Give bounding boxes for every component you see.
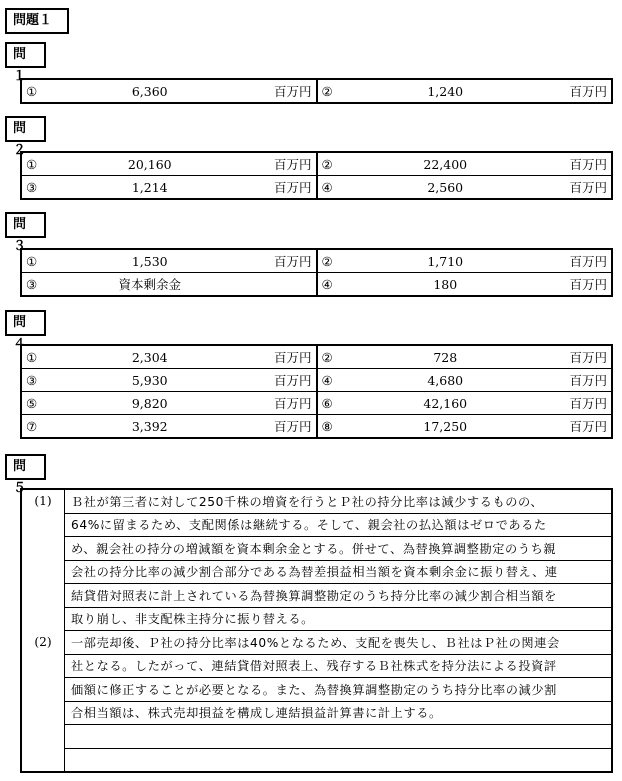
answer-value: 17,250 — [423, 418, 468, 434]
q1-label: 問１ — [5, 42, 46, 68]
answer-text-line: 合相当額は、株式売却損益を構成し連結損益計算書に計上する。 — [65, 701, 613, 725]
answer-number: ① — [26, 83, 38, 99]
answer-number: ③ — [26, 276, 38, 292]
answer-line-row — [21, 678, 612, 702]
answer-unit: 百万円 — [545, 249, 612, 273]
answer-value: 2,304 — [50, 345, 250, 369]
q3-label: 問３ — [5, 212, 46, 238]
answer-number: ② — [321, 83, 333, 99]
answer-text-line — [65, 748, 613, 772]
answer-number: ⑧ — [321, 418, 333, 434]
answer-number: ② — [317, 345, 346, 369]
answer-value: 1,710 — [346, 249, 546, 273]
answer-line-row — [21, 584, 612, 608]
answer-unit: 百万円 — [545, 345, 612, 369]
answer-unit: 百万円 — [545, 369, 612, 392]
answer-row — [21, 415, 612, 439]
answer-unit: 百万円 — [569, 84, 607, 99]
answer-number: ④ — [317, 369, 346, 392]
answer-text-line: 一部売却後、Ｐ社の持分比率は40%となるため、支配を喪失し、Ｂ社はＰ社の関連会 — [65, 631, 613, 655]
answer-unit: 百万円 — [250, 152, 317, 176]
answer-unit: 百万円 — [545, 392, 612, 415]
answer-line-row — [21, 607, 612, 631]
q3-answer-table — [20, 248, 613, 297]
answer-value: 2,560 — [427, 179, 464, 195]
answer-text-line: Ｂ社が第三者に対して250千株の増資を行うとＰ社の持分比率は減少するものの、 — [65, 489, 613, 513]
q2-label: 問２ — [5, 116, 46, 142]
answer-row — [21, 273, 612, 297]
part-label: (1) — [21, 489, 65, 631]
q4-label: 問４ — [5, 310, 46, 336]
answer-unit: 百万円 — [569, 180, 607, 195]
answer-value: 資本剰余金 — [118, 277, 181, 292]
answer-value: 3,392 — [131, 418, 168, 434]
q5-label: 問５ — [5, 454, 46, 480]
answer-line-row — [21, 748, 612, 772]
answer-unit: 百万円 — [569, 419, 607, 434]
answer-number: ③ — [26, 179, 38, 195]
answer-text-line: 価額に修正することが必要となる。また、為替換算調整勘定のうち持分比率の減少割 — [65, 678, 613, 702]
answer-row — [21, 152, 612, 176]
answer-value: 22,400 — [346, 152, 546, 176]
answer-text-line: 64%に留まるため、支配関係は継続する。そして、親会社の払込額はゼロであるた — [65, 513, 613, 537]
answer-number: ③ — [21, 369, 50, 392]
answer-value: 728 — [346, 345, 546, 369]
answer-text-line: 会社の持分比率の減少割合部分である為替差損益相当額を資本剰余金に振り替え、連 — [65, 560, 613, 584]
answer-unit: 百万円 — [250, 345, 317, 369]
answer-line-row — [21, 489, 612, 513]
answer-row — [21, 249, 612, 273]
answer-number: ② — [317, 249, 346, 273]
answer-text-line — [65, 725, 613, 749]
answer-value: 1,530 — [50, 249, 250, 273]
answer-value: 180 — [433, 276, 458, 292]
answer-row — [21, 369, 612, 392]
answer-value: 20,160 — [50, 152, 250, 176]
answer-number: ① — [21, 345, 50, 369]
q4-answer-table — [20, 344, 613, 439]
q5-answer-table — [20, 488, 613, 773]
answer-number: ① — [21, 152, 50, 176]
answer-number: ⑥ — [317, 392, 346, 415]
answer-line-row — [21, 560, 612, 584]
answer-value: 42,160 — [346, 392, 546, 415]
answer-number: ② — [317, 152, 346, 176]
answer-unit: 百万円 — [250, 392, 317, 415]
answer-text-line: 結貸借対照表に計上されている為替換算調整勘定のうち持分比率の減少割合相当額を — [65, 584, 613, 608]
part-label: (2) — [21, 631, 65, 773]
answer-text-line: め、親会社の持分の増減額を資本剰余金とする。併せて、為替換算調整勘定のうち親 — [65, 537, 613, 561]
answer-unit: 百万円 — [569, 277, 607, 292]
answer-value: 1,240 — [427, 83, 464, 99]
q2-answer-table — [20, 151, 613, 200]
answer-row — [21, 79, 612, 103]
problem-title: 問題１ — [5, 8, 69, 34]
answer-line-row — [21, 513, 612, 537]
answer-number: ④ — [321, 179, 333, 195]
answer-line-row — [21, 725, 612, 749]
answer-unit: 百万円 — [250, 249, 317, 273]
answer-line-row — [21, 631, 612, 655]
answer-line-row — [21, 654, 612, 678]
answer-value: 9,820 — [50, 392, 250, 415]
answer-value: 4,680 — [346, 369, 546, 392]
answer-row — [21, 345, 612, 369]
answer-unit: 百万円 — [545, 152, 612, 176]
answer-number: ⑦ — [26, 418, 38, 434]
answer-line-row — [21, 701, 612, 725]
answer-text-line: 取り崩し、非支配株主持分に振り替える。 — [65, 607, 613, 631]
answer-number: ① — [21, 249, 50, 273]
answer-value: 5,930 — [50, 369, 250, 392]
answer-row — [21, 392, 612, 415]
answer-unit: 百万円 — [250, 369, 317, 392]
q1-answer-table — [20, 78, 613, 104]
answer-number: ④ — [321, 276, 333, 292]
answer-unit: 百万円 — [250, 176, 317, 200]
answer-text-line: 社となる。したがって、連結貸借対照表上、残存するＢ社株式を持分法による投資評 — [65, 654, 613, 678]
answer-line-row — [21, 537, 612, 561]
answer-unit: 百万円 — [250, 415, 317, 439]
answer-row — [21, 176, 612, 200]
answer-unit: 百万円 — [250, 79, 317, 103]
answer-value: 6,360 — [131, 83, 168, 99]
answer-unit — [250, 273, 317, 297]
answer-value: 1,214 — [131, 179, 168, 195]
answer-number: ⑤ — [21, 392, 50, 415]
